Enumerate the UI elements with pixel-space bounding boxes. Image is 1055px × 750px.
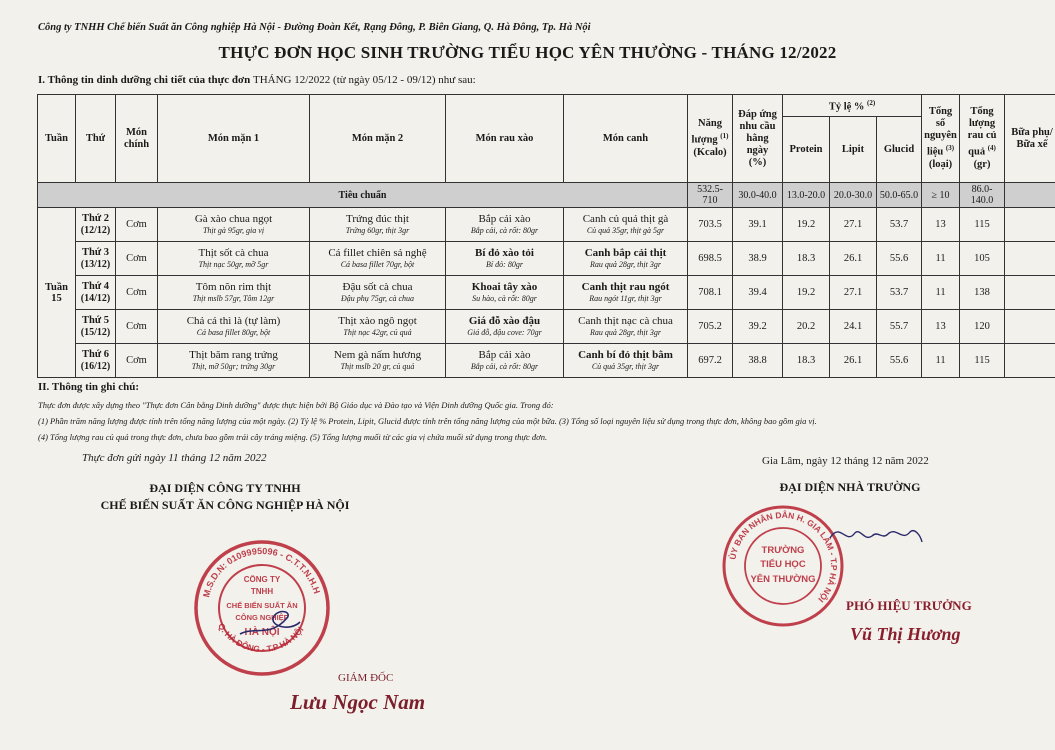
note-line-2: (1) Phần trăm năng lượng được tính trên tổng năng lượng của một ngày. (2) Tỷ lệ % Protein, Lipit, Glucid được tính trên tổng năng lượng của một bữa. (3) Tổng số loại nguyên liệu sử dụng trong thực đơn, không bao gồm gia vị. — [38, 416, 817, 426]
dish-man1-ingredients: Thịt gà 95gr, gia vị — [202, 226, 265, 235]
items-value: 11 — [922, 276, 960, 310]
page-title: THỰC ĐƠN HỌC SINH TRƯỜNG TIỂU HỌC YÊN THƯỜNG - THÁNG 12/2022 — [218, 43, 837, 62]
school-stamp-center-2: TIỂU HỌC — [760, 559, 806, 570]
dish-canh: Canh thịt rau ngót — [581, 281, 670, 293]
veg-value: 115 — [960, 208, 1005, 242]
right-sign-date: Gia Lâm, ngày 12 tháng 12 năm 2022 — [762, 455, 929, 467]
company-stamp-center-4: CÔNG NGHIỆP — [235, 613, 289, 622]
glucid-value: 55.6 — [877, 344, 922, 378]
school-representative: ĐẠI DIỆN NHÀ TRƯỜNG — [779, 480, 921, 494]
standard-protein: 13.0-20.0 — [783, 183, 830, 208]
table-row — [38, 344, 1055, 378]
header-tong-nguyen-lieu — [922, 95, 960, 183]
main-dish: Cơm — [116, 276, 158, 310]
dish-man2: Cá fillet chiên sả nghệ — [328, 247, 427, 259]
vice-principal-title: PHÓ HIỆU TRƯỞNG — [846, 598, 972, 613]
items-value: 11 — [922, 242, 960, 276]
glucid-value: 55.7 — [877, 310, 922, 344]
protein-value: 19.2 — [783, 276, 830, 310]
table-row — [38, 208, 1055, 242]
left-sign-date: Thực đơn gửi ngày 11 tháng 12 năm 2022 — [82, 452, 267, 464]
dish-man2-ingredients: Trứng 60gr, thịt 3gr — [345, 226, 410, 235]
standard-row — [38, 183, 1055, 208]
pct-value: 39.4 — [733, 276, 783, 310]
header-mon-chinh: Món chính — [116, 95, 158, 183]
items-value: 13 — [922, 310, 960, 344]
dish-rau: Bí đỏ xào tỏi — [475, 247, 534, 259]
company-rep-line-2: CHẾ BIẾN SUẤT ĂN CÔNG NGHIỆP HÀ NỘI — [100, 498, 350, 512]
company-stamp — [192, 538, 332, 678]
director-title: GIÁM ĐỐC — [338, 672, 394, 684]
header-nang-luong — [688, 95, 733, 183]
lipit-value: 26.1 — [830, 242, 877, 276]
header-lipit: Lipit — [830, 117, 877, 183]
dish-canh: Canh bí đỏ thịt bằm — [578, 349, 673, 361]
header-mon-rau-xao: Món rau xào — [446, 95, 564, 183]
snack-cell — [1005, 242, 1055, 276]
dish-man2: Thịt xào ngô ngọt — [338, 315, 417, 327]
items-value: 11 — [922, 344, 960, 378]
protein-value: 18.3 — [783, 242, 830, 276]
main-dish: Cơm — [116, 310, 158, 344]
dish-canh-ingredients: Rau ngót 11gr, thịt 3gr — [589, 294, 662, 303]
header-tong-nguyen-lieu-unit: (loại) — [928, 158, 953, 170]
dish-rau-ingredients: Bí đỏ: 80gr — [486, 260, 523, 269]
company-stamp-center-1: CÔNG TY — [243, 575, 281, 584]
veg-value: 105 — [960, 242, 1005, 276]
table-row — [38, 242, 1055, 276]
header-tong-rau-cu-sup: (4) — [987, 144, 996, 153]
header-tong-nguyen-lieu-label: Tổng số nguyên liệu — [924, 106, 957, 158]
dish-rau: Khoai tây xào — [471, 281, 538, 293]
day-date: (13/12) — [80, 259, 111, 270]
header-dap-ung — [733, 95, 783, 183]
dish-man2-ingredients: Thịt mslb 20 gr, củ quả — [340, 362, 415, 371]
pct-value: 38.9 — [733, 242, 783, 276]
company-stamp-center-5: HÀ NỘI — [244, 627, 280, 638]
dish-canh-ingredients: Củ quả 35gr, thịt 3gr — [591, 362, 660, 371]
header-tong-rau-cu — [960, 95, 1005, 183]
dish-man2: Trứng đúc thịt — [345, 213, 409, 225]
dish-canh: Canh bắp cải thịt — [584, 247, 667, 259]
day-label: Thứ 3 — [81, 247, 110, 258]
dish-canh: Canh thịt nạc cà chua — [578, 315, 673, 327]
vice-principal-signature-icon — [826, 512, 926, 562]
header-nang-luong-label: Năng lượng — [691, 118, 722, 146]
lipit-value: 27.1 — [830, 276, 877, 310]
day-date: (14/12) — [80, 293, 111, 304]
dish-man1: Tôm nõn rim thịt — [195, 281, 272, 293]
header-nang-luong-unit: (Kcalo) — [693, 146, 727, 158]
header-tuan: Tuần — [38, 95, 76, 183]
week-label: Tuần 15 — [38, 208, 76, 378]
day-date: (12/12) — [80, 225, 111, 236]
energy-value: 705.2 — [688, 310, 733, 344]
header-nang-luong-sup: (1) — [720, 132, 729, 141]
protein-value: 20.2 — [783, 310, 830, 344]
header-ty-le-label: Tỷ lệ % — [828, 101, 865, 113]
standard-lipit: 20.0-30.0 — [830, 183, 877, 208]
energy-value: 708.1 — [688, 276, 733, 310]
snack-cell — [1005, 344, 1055, 378]
header-tong-nguyen-lieu-sup: (3) — [945, 144, 955, 153]
section2-heading: II. Thông tin ghi chú: — [38, 381, 139, 393]
veg-value: 138 — [960, 276, 1005, 310]
glucid-value: 55.6 — [877, 242, 922, 276]
note-line-3: (4) Tổng lượng rau củ quả trong thực đơn, chưa bao gồm trái cây tráng miệng. (5) Tổng lượng muối từ các gia vị chứa muối sử dụng trong thực đơn. — [38, 432, 548, 442]
pct-value: 39.1 — [733, 208, 783, 242]
main-dish: Cơm — [116, 242, 158, 276]
day-date: (16/12) — [80, 361, 111, 372]
energy-value: 698.5 — [688, 242, 733, 276]
school-stamp-center-1: TRƯỜNG — [761, 545, 805, 556]
dish-man1: Thịt băm rang trứng — [189, 349, 278, 361]
snack-cell — [1005, 208, 1055, 242]
company-rep-line-1: ĐẠI DIỆN CÔNG TY TNHH — [149, 481, 301, 495]
veg-value: 120 — [960, 310, 1005, 344]
header-mon-man-1: Món mặn 1 — [158, 95, 310, 183]
header-dap-ung-label: Đáp ứng nhu cầu hằng ngày — [738, 108, 777, 156]
day-label: Thứ 4 — [81, 281, 110, 292]
company-stamp-ring: M.S.D.N: 0109995096 - C.T.T.N.H.H — [201, 545, 322, 599]
dish-canh-ingredients: Rau quả 28gr, thịt 3gr — [590, 260, 661, 269]
header-glucid: Glucid — [877, 117, 922, 183]
table-row — [38, 310, 1055, 344]
day-label: Thứ 5 — [81, 315, 110, 326]
glucid-value: 53.7 — [877, 208, 922, 242]
standard-items: ≥ 10 — [922, 183, 960, 208]
dish-man1-ingredients: Thịt nạc 50gr, mỡ 5gr — [198, 260, 269, 269]
dish-canh: Canh củ quả thịt gà — [582, 213, 669, 225]
dish-man1-ingredients: Cá basa fillet 80gr, bột — [196, 328, 271, 337]
header-mon-man-2: Món mặn 2 — [310, 95, 446, 183]
snack-cell — [1005, 310, 1055, 344]
vice-principal-name: Vũ Thị Hương — [850, 624, 961, 644]
header-protein: Protein — [783, 117, 830, 183]
day-date: (15/12) — [80, 327, 111, 338]
school-stamp-center-3: YÊN THƯỜNG — [750, 574, 816, 585]
company-representative — [60, 480, 390, 514]
section1-heading-rest: THÁNG 12/2022 (từ ngày 05/12 - 09/12) như sau: — [253, 74, 476, 86]
day-label: Thứ 2 — [81, 213, 110, 224]
dish-man1: Chả cá thì là (tự làm) — [186, 315, 281, 327]
lipit-value: 24.1 — [830, 310, 877, 344]
energy-value: 703.5 — [688, 208, 733, 242]
table-row — [38, 276, 1055, 310]
dish-man2: Nem gà nấm hương — [333, 349, 422, 361]
lipit-value: 27.1 — [830, 208, 877, 242]
company-stamp-ring-bottom: Q. HÀ ĐÔNG - T.P HÀ NỘI — [216, 621, 306, 655]
menu-table — [37, 94, 1055, 378]
header-bua-phu: Bữa phụ/ Bữa xế — [1005, 95, 1055, 183]
section1-heading — [38, 74, 476, 86]
glucid-value: 53.7 — [877, 276, 922, 310]
header-tong-rau-cu-unit: (gr) — [973, 158, 991, 170]
dish-rau: Giá đỗ xào đậu — [468, 315, 541, 327]
main-dish: Cơm — [116, 344, 158, 378]
dish-canh-ingredients: Củ quả 35gr, thịt gà 5gr — [586, 226, 665, 235]
items-value: 13 — [922, 208, 960, 242]
dish-man1-ingredients: Thịt, mỡ 50gr; trứng 30gr — [191, 362, 276, 371]
pct-value: 38.8 — [733, 344, 783, 378]
header-thu: Thứ — [76, 95, 116, 183]
dish-man2-ingredients: Cá basa fillet 70gr, bột — [340, 260, 415, 269]
header-tong-rau-cu-label: Tổng lượng rau củ quả — [967, 106, 997, 158]
standard-veg: 86.0-140.0 — [960, 183, 1005, 208]
header-ty-le-sup: (2) — [867, 99, 876, 108]
note-line-1: Thực đơn được xây dựng theo "Thực đơn Cân bằng Dinh dưỡng" được thực hiện bởi Bộ Giáo dục và Đào tạo và Viện Dinh dưỡng Quốc gia. Trong đó: — [38, 400, 554, 410]
dish-man2-ingredients: Thịt nạc 42gr, củ quả — [343, 328, 412, 337]
dish-rau-ingredients: Bắp cải, cà rốt: 80gr — [470, 362, 539, 371]
pct-value: 39.2 — [733, 310, 783, 344]
dish-rau-ingredients: Giá đỗ, đậu cove: 70gr — [467, 328, 542, 337]
standard-snack — [1005, 183, 1055, 208]
company-stamp-center-2: TNHH — [250, 587, 274, 596]
standard-label: Tiêu chuẩn — [38, 183, 688, 208]
header-ty-le — [783, 95, 922, 117]
snack-cell — [1005, 276, 1055, 310]
dish-man1-ingredients: Thịt mslb 57gr, Tôm 12gr — [192, 294, 275, 303]
section1-heading-bold: I. Thông tin dinh dưỡng chi tiết của thực đơn — [38, 74, 251, 86]
header-dap-ung-unit: (%) — [748, 156, 767, 168]
standard-pct: 30.0-40.0 — [733, 183, 783, 208]
dish-rau-ingredients: Su hào, cà rốt: 80gr — [472, 294, 537, 303]
protein-value: 18.3 — [783, 344, 830, 378]
dish-canh-ingredients: Rau quả 28gr, thịt 3gr — [590, 328, 661, 337]
protein-value: 19.2 — [783, 208, 830, 242]
lipit-value: 26.1 — [830, 344, 877, 378]
standard-glucid: 50.0-65.0 — [877, 183, 922, 208]
dish-man2-ingredients: Đậu phụ 75gr, cà chua — [340, 294, 415, 303]
main-dish: Cơm — [116, 208, 158, 242]
dish-rau: Bắp cải xào — [478, 349, 531, 361]
dish-man1: Gà xào chua ngọt — [194, 213, 273, 225]
header-mon-canh: Món canh — [564, 95, 688, 183]
company-stamp-center-3: CHẾ BIẾN SUẤT ĂN — [226, 601, 298, 610]
dish-man1: Thịt sốt cà chua — [198, 247, 269, 259]
director-name: Lưu Ngọc Nam — [290, 690, 426, 714]
dish-man2: Đậu sốt cà chua — [342, 281, 413, 293]
dish-rau-ingredients: Bắp cải, cà rốt: 80gr — [470, 226, 539, 235]
veg-value: 115 — [960, 344, 1005, 378]
day-label: Thứ 6 — [81, 349, 110, 360]
standard-energy: 532.5-710 — [688, 183, 733, 208]
energy-value: 697.2 — [688, 344, 733, 378]
dish-rau: Bắp cải xào — [478, 213, 531, 225]
company-line: Công ty TNHH Chế biến Suất ăn Công nghiệp Hà Nội - Đường Đoàn Kết, Rạng Đông, P. Biên Giang, Q. Hà Đông, Tp. Hà Nội — [38, 22, 591, 33]
school-stamp-ring: ỦY BAN NHÂN DÂN H. GIA LÂM - T.P HÀ NỘI — [727, 509, 840, 605]
